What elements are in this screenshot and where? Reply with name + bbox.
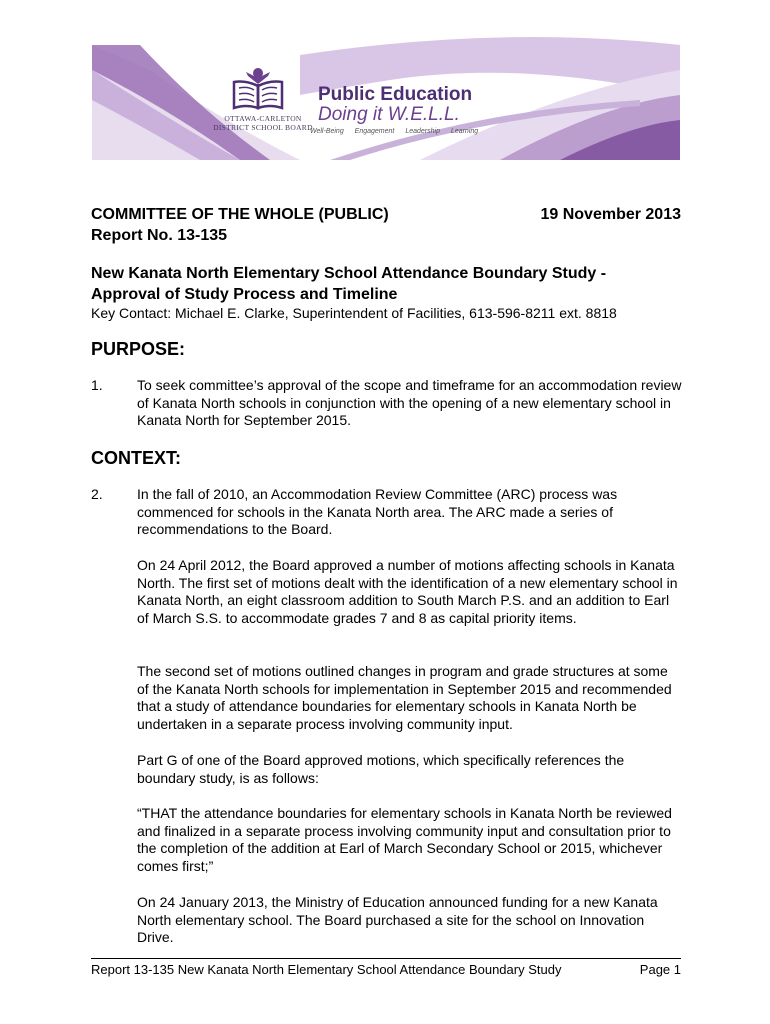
org-name-line2: DISTRICT SCHOOL BOARD bbox=[213, 123, 313, 132]
context-quote: “THAT the attendance boundaries for elementary schools in Kanata North be reviewed and finalized in a separate process involving community input and consultation prior to the completion of the addition at Earl of March Secondary School or 2015, whichever comes first;” bbox=[137, 805, 672, 874]
pillar-wellbeing: Well-Being bbox=[310, 128, 344, 135]
board-logo-icon bbox=[228, 64, 288, 114]
context-paragraph: In the fall of 2010, an Accommodation Review Committee (ARC) process was commenced for schools in the Kanata North area. The ARC made a series of recommendations to the Board. bbox=[137, 486, 618, 537]
context-heading: CONTEXT: bbox=[91, 448, 181, 468]
pillar-engagement: Engagement bbox=[354, 128, 395, 135]
purpose-heading: PURPOSE: bbox=[91, 339, 186, 359]
report-number: Report No. 13-135 bbox=[91, 227, 228, 244]
report-title-line1: New Kanata North Elementary School Attendance Boundary Study - bbox=[91, 265, 607, 282]
report-title bbox=[91, 263, 691, 305]
brand-pillars bbox=[310, 128, 487, 135]
purpose-number: 1. bbox=[91, 377, 103, 393]
committee-name: COMMITTEE OF THE WHOLE (PUBLIC) bbox=[91, 206, 389, 223]
footer-divider bbox=[91, 958, 681, 959]
context-paragraph: Part G of one of the Board approved motions, which specifically references the boundary study, is as follows: bbox=[137, 752, 625, 786]
letterhead-banner bbox=[0, 0, 770, 160]
org-name-line1: OTTAWA-CARLETON bbox=[224, 114, 302, 123]
org-name bbox=[208, 114, 318, 132]
pillar-leadership: Leadership bbox=[405, 128, 440, 135]
pillar-learning: Learning bbox=[450, 128, 479, 135]
page-number: Page 1 bbox=[639, 962, 681, 977]
report-date: 19 November 2013 bbox=[540, 206, 681, 223]
report-title-line2: Approval of Study Process and Timeline bbox=[91, 286, 398, 303]
brand-tagline: Doing it W.E.L.L. bbox=[318, 104, 460, 125]
brand-title: Public Education bbox=[318, 84, 473, 105]
report-header bbox=[91, 204, 681, 246]
context-paragraph: The second set of motions outlined changes in program and grade structures at some of the Kanata North schools for implementation in September 2015 and recommended that a study of attendance boundaries for elementary schools in Kanata North be undertaken in a separate process involving community input. bbox=[137, 663, 672, 732]
context-number: 2. bbox=[91, 486, 103, 502]
context-paragraph: On 24 January 2013, the Ministry of Education announced funding for a new Kanata North elementary school. The Board purchased a site for the school on Innovation Drive. bbox=[137, 894, 658, 945]
context-paragraph: On 24 April 2012, the Board approved a number of motions affecting schools in Kanata North. The first set of motions dealt with the identification of a new elementary school in Kanata North, an eight classroom addition to South March P.S. and an addition to Earl of March S.S. to accommodate grades 7 and 8 as capital priority items. bbox=[137, 557, 678, 626]
key-contact: Key Contact: Michael E. Clarke, Superintendent of Facilities, 613-596-8211 ext. 8818 bbox=[91, 305, 617, 321]
footer-title: Report 13-135 New Kanata North Elementary School Attendance Boundary Study bbox=[91, 962, 562, 977]
purpose-text: To seek committee’s approval of the scope and timeframe for an accommodation review of Kanata North schools in conjunction with the opening of a new elementary school in Kanata North for September 2015. bbox=[137, 377, 682, 428]
